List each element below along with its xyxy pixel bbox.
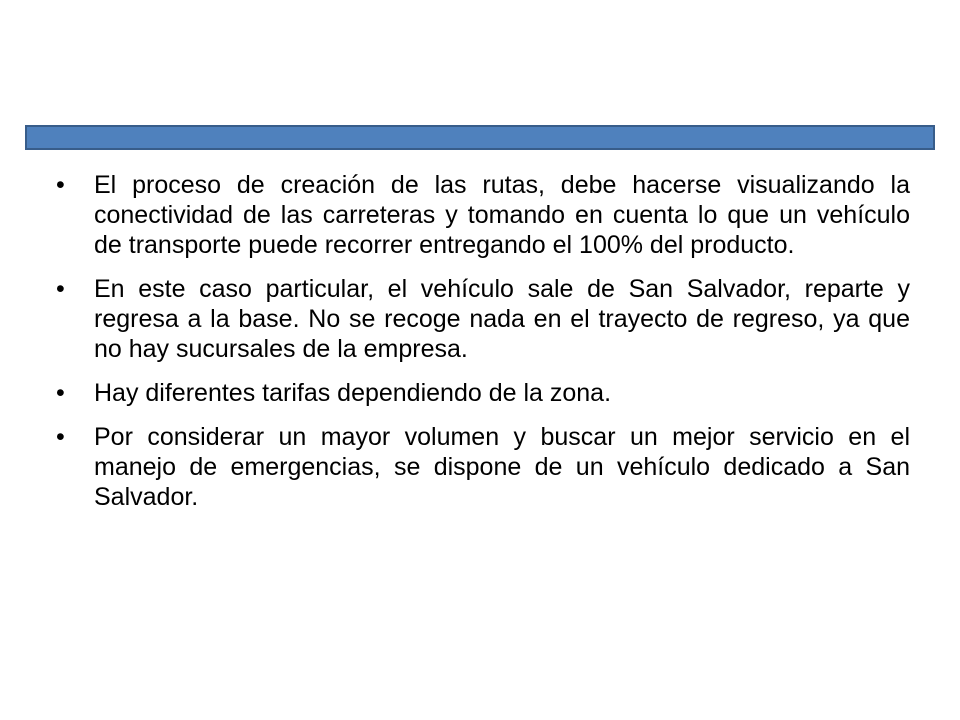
bullet-item: [56, 274, 910, 364]
bullet-icon: •: [56, 423, 65, 451]
bullet-icon: •: [56, 275, 65, 303]
bullet-item: [56, 170, 910, 260]
bullet-item: [56, 378, 910, 408]
bullet-list: [56, 170, 910, 526]
bullet-icon: •: [56, 171, 65, 199]
bullet-text: El proceso de creación de las rutas, debe hacerse visualizando la conectividad de las carreteras y tomando en cuenta lo que un vehículo de transporte puede recorrer entregando el 100% del producto.: [94, 171, 910, 259]
title-bar: [25, 125, 935, 150]
bullet-text: En este caso particular, el vehículo sale de San Salvador, reparte y regresa a la base. No se recoge nada en el trayecto de regreso, ya que no hay sucursales de la empresa.: [94, 275, 910, 363]
bullet-text: Hay diferentes tarifas dependiendo de la zona.: [94, 379, 612, 407]
bullet-item: [56, 422, 910, 512]
bullet-icon: •: [56, 379, 65, 407]
bullet-text: Por considerar un mayor volumen y buscar un mejor servicio en el manejo de emergencias, se dispone de un vehículo dedicado a San Salvador.: [94, 423, 910, 511]
